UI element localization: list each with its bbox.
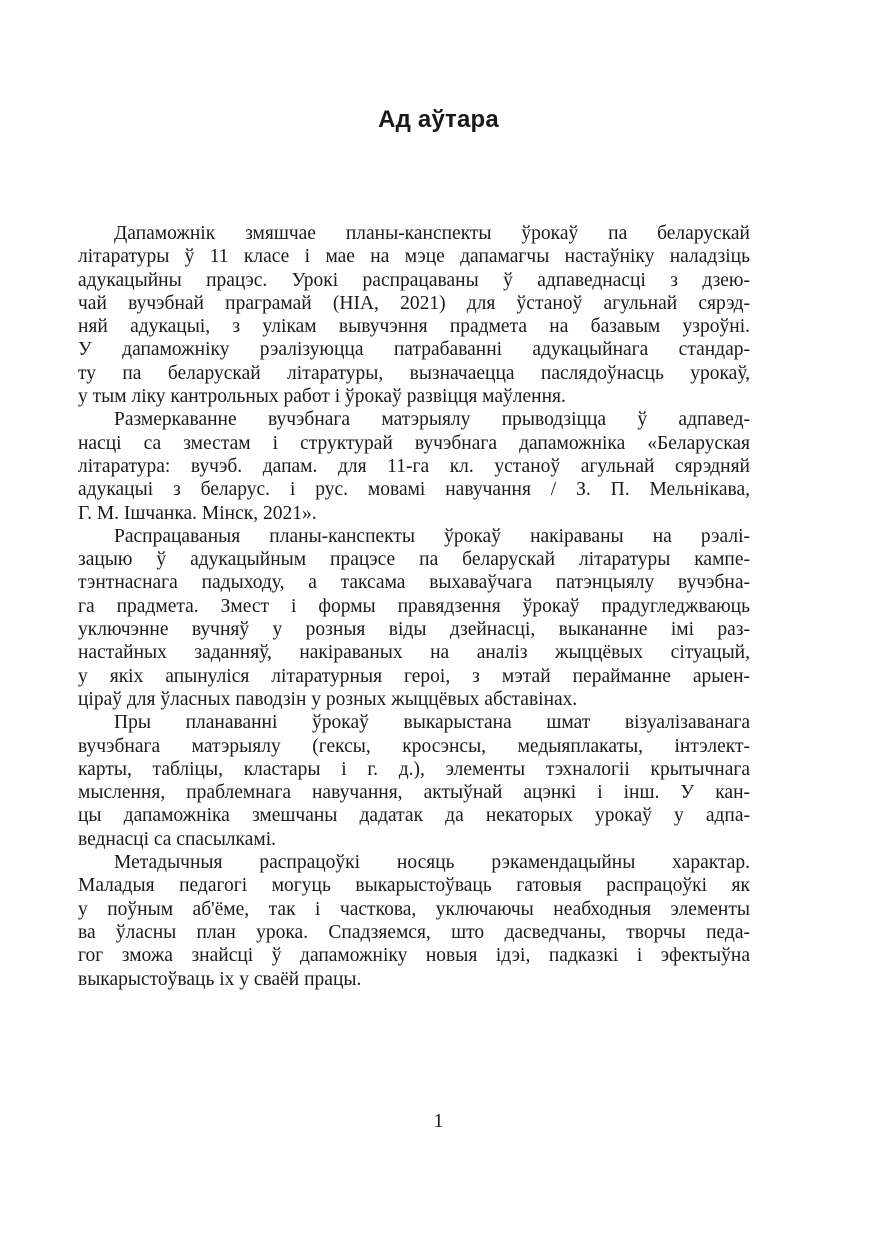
text-line: ціраў для ўласных паводзін у розных жыццёвых абставінах. — [78, 688, 578, 710]
paragraph — [78, 222, 750, 408]
text-line: Дапаможнік змяшчае планы-канспекты ўрокаў па беларускай — [114, 223, 750, 244]
paragraph — [78, 408, 750, 524]
body-text — [78, 222, 750, 991]
text-line: у якіх апынуліся літаратурныя героі, з мэтай перайманне арыен- — [78, 665, 750, 687]
text-line: Метадычныя распрацоўкі носяць рэкамендацыйны характар. — [114, 852, 750, 874]
text-line: тэнтнаснага падыходу, а таксама выхаваўчага патэнцыялу вучэбна- — [78, 572, 750, 594]
text-line: Маладыя педагогі могуць выкарыстоўваць гатовыя распрацоўкі як — [78, 875, 750, 897]
text-line: выкарыстоўваць іх у сваёй працы. — [78, 968, 362, 990]
text-line: У дапаможніку рэалізуюцца патрабаванні адукацыйнага стандар- — [78, 339, 750, 361]
page-title: Ад аўтара — [378, 106, 499, 133]
text-line: Г. М. Ішчанка. Мінск, 2021». — [78, 502, 317, 524]
text-line: чай вучэбнай праграмай (НІА, 2021) для ўстаноў агульнай сярэд- — [78, 292, 750, 314]
text-line: адукацыі з беларус. і рус. мовамі навучання / З. П. Мельнікава, — [78, 479, 750, 501]
text-line: ва ўласны план урока. Спадзяемся, што дасведчаны, творчы педа- — [78, 921, 750, 943]
text-line: вучэбнага матэрыялу (гексы, кросэнсы, медыяплакаты, інтэлект- — [78, 735, 750, 757]
text-line: карты, табліцы, кластары і г. д.), элементы тэхналогіі крытычнага — [78, 758, 750, 780]
paragraph — [78, 525, 750, 711]
text-line: у тым ліку кантрольных работ і ўрокаў развіцця маўлення. — [78, 386, 566, 408]
text-line: гог зможа знайсці ў дапаможніку новыя ідэі, падказкі і эфектыўна — [78, 945, 750, 967]
paragraph — [78, 711, 750, 851]
text-line: адукацыйны працэс. Урокі распрацаваны ў адпаведнасці з дзею- — [78, 269, 750, 291]
text-line: насці са зместам і структурай вучэбнага дапаможніка «Беларуская — [78, 432, 750, 454]
text-line: Распрацаваныя планы-канспекты ўрокаў накіраваны на рэалі- — [114, 525, 750, 547]
text-line: настайных заданняў, накіраваных на аналіз жыццёвых сітуацый, — [78, 642, 750, 664]
paragraph — [78, 851, 750, 991]
text-line: у поўным аб'ёме, так і часткова, уключаючы неабходныя элементы — [78, 898, 750, 920]
text-line: цы дапаможніка змешчаны дадатак да некаторых урокаў у адпа- — [78, 805, 750, 827]
text-line: зацыю ў адукацыйным працэсе па беларускай літаратуры кампе- — [78, 549, 750, 571]
text-line: Размеркаванне вучэбнага матэрыялу прыводзіцца ў адпавед- — [114, 409, 750, 431]
page-number: 1 — [433, 1110, 444, 1132]
text-line: няй адукацыі, з улікам вывучэння прадмета на базавым узроўні. — [78, 316, 750, 338]
text-line: Пры планаванні ўрокаў выкарыстана шмат візуалізаванага — [114, 712, 750, 734]
text-line: літаратура: вучэб. дапам. для 11-га кл. устаноў агульнай сярэдняй — [78, 455, 750, 477]
text-line: уключэнне вучняў у розныя віды дзейнасці, выкананне імі раз- — [78, 619, 750, 641]
text-line: мыслення, праблемнага навучання, актыўнай ацэнкі і інш. У кан- — [78, 782, 750, 804]
text-line: га прадмета. Змест і формы правядзення ўрокаў прадугледжваюць — [78, 595, 750, 617]
text-line: ту па беларускай літаратуры, вызначаецца паслядоўнасць урокаў, — [78, 362, 750, 384]
text-line: літаратуры ў 11 класе і мае на мэце дапамагчы настаўніку наладзіць — [78, 246, 750, 268]
text-line: веднасці са спасылкамі. — [78, 828, 277, 850]
